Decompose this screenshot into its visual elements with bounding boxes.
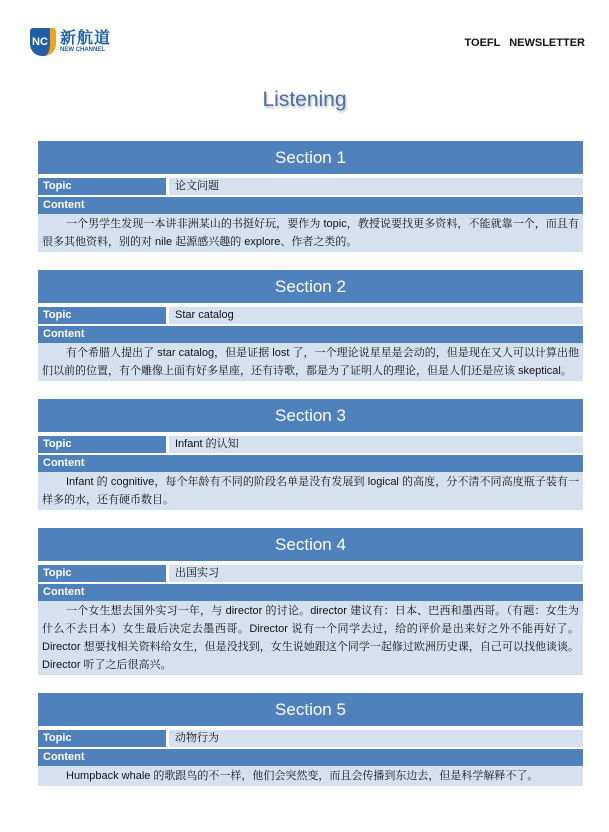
content-label: Content (38, 455, 583, 472)
topic-value: Star catalog (169, 307, 583, 324)
content-label: Content (38, 584, 583, 601)
content-text: 一个男学生发现一本讲非洲某山的书挺好玩，要作为 topic，教授说要找更多资料，不能就靠一个，而且有很多其他资料，别的对 nile 起源感兴趣的 explore、作者之类的。 (38, 214, 583, 252)
section-title: Section 2 (38, 270, 583, 303)
topic-value: 出国实习 (169, 565, 583, 582)
topic-label: Topic (38, 730, 166, 747)
section-title: Section 5 (38, 693, 583, 726)
logo-text-en: NEW CHANNEL (60, 47, 105, 53)
content-text: 有个希腊人提出了 star catalog，但是证据 lost 了，一个理论说星星是会动的，但是现在又人可以计算出他们以前的位置，有个雕像上面有好多星座，还有诗歌，都是为了证明人的理论，但是人们还是应该 skeptical。 (38, 343, 583, 381)
page-title: Listening (262, 88, 347, 111)
topic-label: Topic (38, 307, 166, 324)
section-5 (38, 693, 583, 786)
topic-value: Infant 的认知 (169, 436, 583, 453)
new-channel-logo (30, 28, 111, 56)
content-text: Humpback whale 的歌跟鸟的不一样，他们会突然变，而且会传播到东边去，但是科学解释不了。 (38, 766, 583, 786)
content-text: Infant 的 cognitive，每个年龄有不同的阶段名单是没有发展到 logical 的高度，分不清不同高度瓶子装有一样多的水，还有硬币数目。 (38, 472, 583, 510)
content-label: Content (38, 197, 583, 214)
logo-text-cn: 新航道 (60, 30, 112, 47)
section-title: Section 3 (38, 399, 583, 432)
topic-label: Topic (38, 178, 166, 195)
content-label: Content (38, 749, 583, 766)
section-3 (38, 399, 583, 510)
section-1 (38, 141, 583, 252)
logo-shield-icon: NC (30, 28, 56, 56)
topic-value: 动物行为 (169, 730, 583, 747)
newsletter-label: TOEFL NEWSLETTER (464, 37, 585, 49)
sections (38, 141, 583, 804)
page-header (30, 28, 585, 62)
topic-label: Topic (38, 565, 166, 582)
section-title: Section 4 (38, 528, 583, 561)
section-4 (38, 528, 583, 675)
topic-value: 论文问题 (169, 178, 583, 195)
section-2 (38, 270, 583, 381)
content-text: 一个女生想去国外实习一年，与 director 的讨论。director 建议有：日本、巴西和墨西哥。（有题：女生为什么不去日本）女生最后决定去墨西哥。Director 说有一个同学去过，给的评价是出来好之外不能再好了。Director 想要找相关资料给女生，但是没找到，女生说她跟这个同学一起修过欧洲历史课，自己可以找他谈谈。Director 听了之后很高兴。 (38, 601, 583, 675)
topic-label: Topic (38, 436, 166, 453)
content-label: Content (38, 326, 583, 343)
section-title: Section 1 (38, 141, 583, 174)
